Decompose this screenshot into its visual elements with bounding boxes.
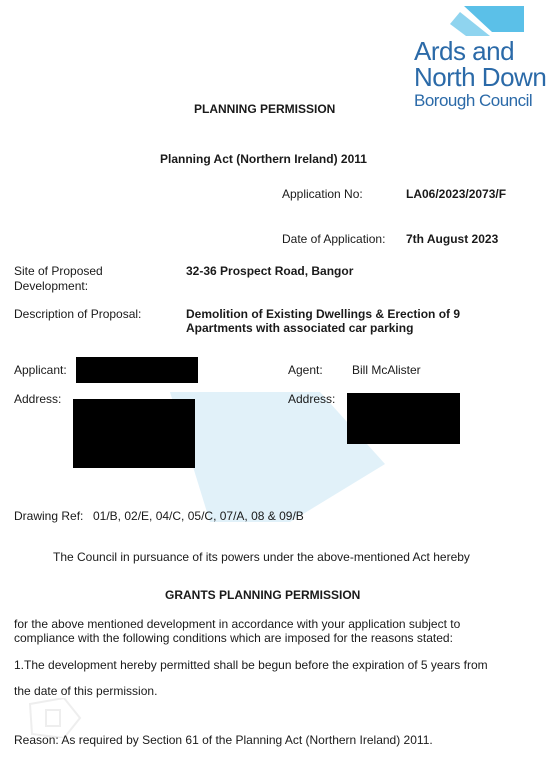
drawing-ref-value: 01/B, 02/E, 04/C, 05/C, 07/A, 08 & 09/B [93,509,304,523]
site-value: 32-36 Prospect Road, Bangor [186,264,354,278]
applicant-label: Applicant: [14,363,67,377]
act-title: Planning Act (Northern Ireland) 2011 [160,152,367,166]
site-label-line-2: Development: [14,279,89,293]
condition-1-line-1: 1.The development hereby permitted shall be begun before the expiration of 5 years from [14,658,488,672]
faint-stamp-icon [24,698,84,738]
condition-1-line-2: the date of this permission. [14,684,158,698]
council-name-line-1: Ards and [414,36,515,66]
council-logo-icon [420,6,530,40]
application-no-label: Application No: [282,187,363,201]
description-line-2: Apartments with associated car parking [186,321,414,335]
description-line-1: Demolition of Existing Dwellings & Erection of 9 [186,307,461,321]
reason-text: Reason: As required by Section 61 of the Planning Act (Northern Ireland) 2011. [14,733,433,747]
agent-address-label: Address: [288,392,336,406]
agent-value: Bill McAlister [352,363,421,377]
date-value: 7th August 2023 [406,232,499,246]
body-paragraph-line-1: for the above mentioned development in accordance with your application subject to [14,617,461,631]
applicant-redaction [76,357,198,383]
date-label: Date of Application: [282,232,386,246]
site-label-line-1: Site of Proposed [14,264,103,278]
agent-address-redaction [347,393,460,444]
agent-label: Agent: [288,363,323,377]
page-title: PLANNING PERMISSION [194,102,336,116]
applicant-address-label: Address: [14,392,62,406]
application-no-value: LA06/2023/2073/F [406,187,507,201]
applicant-address-redaction [73,399,195,468]
grants-heading: GRANTS PLANNING PERMISSION [165,588,361,602]
description-label: Description of Proposal: [14,307,142,321]
drawing-ref-label: Drawing Ref: [14,509,84,523]
council-name-line-2: North Down [414,62,547,92]
body-paragraph-line-2: compliance with the following conditions which are imposed for the reasons stated: [14,631,453,645]
pursuance-statement: The Council in pursuance of its powers under the above-mentioned Act hereby [53,550,470,564]
council-name-line-3: Borough Council [414,91,533,110]
